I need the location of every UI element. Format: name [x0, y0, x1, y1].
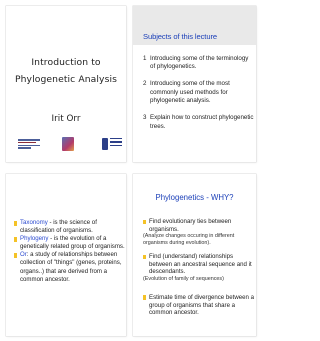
subject-number: 3 — [143, 114, 147, 122]
why-item — [143, 218, 256, 233]
definitions-list — [14, 219, 126, 284]
why-list — [143, 218, 256, 317]
subject-number: 2 — [143, 80, 147, 88]
subject-item — [143, 55, 255, 72]
subjects-list — [143, 55, 255, 140]
title-line-2: Phylogenetic Analysis — [14, 74, 117, 85]
subject-item — [143, 80, 255, 105]
logo-row — [12, 137, 120, 153]
bullet-icon — [14, 253, 17, 258]
definition-text: : a study of relationships between collection of "things" (genes, proteins, organs..) that are derived from a common ancestor. — [20, 251, 122, 283]
why-text: Find evolutionary ties between organisms. — [149, 218, 232, 233]
slide-definitions — [6, 174, 126, 336]
bullet-icon — [14, 221, 17, 226]
slide-subjects-title: Subjects of this lecture — [143, 32, 217, 41]
slide-why — [133, 174, 256, 336]
institute-logo-right — [102, 137, 124, 151]
bullet-icon — [143, 255, 146, 259]
author-name: Irit Orr — [51, 114, 81, 124]
why-subtext: (Evolution of family of sequences) — [143, 275, 224, 282]
slide-subjects — [133, 6, 256, 162]
why-item — [143, 294, 256, 317]
bullet-icon — [143, 220, 146, 224]
title-line-1: Introduction to — [31, 57, 101, 68]
subject-text: Explain how to construct phylogenetic trees. — [150, 114, 254, 130]
subject-text: Introducing some of the terminology of phylogenetics. — [150, 55, 249, 71]
why-text: Find (understand) relationships between an ancestral sequence and it descendants. — [149, 253, 252, 276]
definition-term: Taxonomy — [20, 219, 48, 226]
definition-item — [14, 235, 126, 251]
definition-text: - is the evolution of a genetically related group of organisms. — [20, 235, 125, 251]
why-item — [143, 253, 256, 276]
definition-text: - is the science of classification of organisms. — [20, 219, 97, 235]
definition-item — [14, 219, 126, 235]
slide-title-heading — [6, 54, 126, 88]
slide-title — [6, 6, 126, 162]
bullet-icon — [14, 237, 17, 242]
definition-term: Phylogeny — [20, 235, 49, 243]
why-text: Estimate time of divergence between a group of organisms that share a common ancestor. — [149, 293, 255, 317]
why-subtext: (Analyze changes occuring in different organisms during evolution). — [143, 233, 235, 247]
bullet-icon — [143, 295, 146, 299]
definition-term: Or — [20, 251, 27, 259]
institute-logo-middle — [62, 137, 74, 151]
institute-logo-left — [18, 139, 40, 149]
subject-text: Introducing some of the most commonly used methods for phylogenetic analysis. — [150, 80, 230, 105]
subject-item — [143, 114, 255, 131]
definition-item — [14, 251, 126, 283]
slide-why-title: Phylogenetics - WHY? — [155, 193, 234, 202]
subject-number: 1 — [143, 55, 147, 62]
